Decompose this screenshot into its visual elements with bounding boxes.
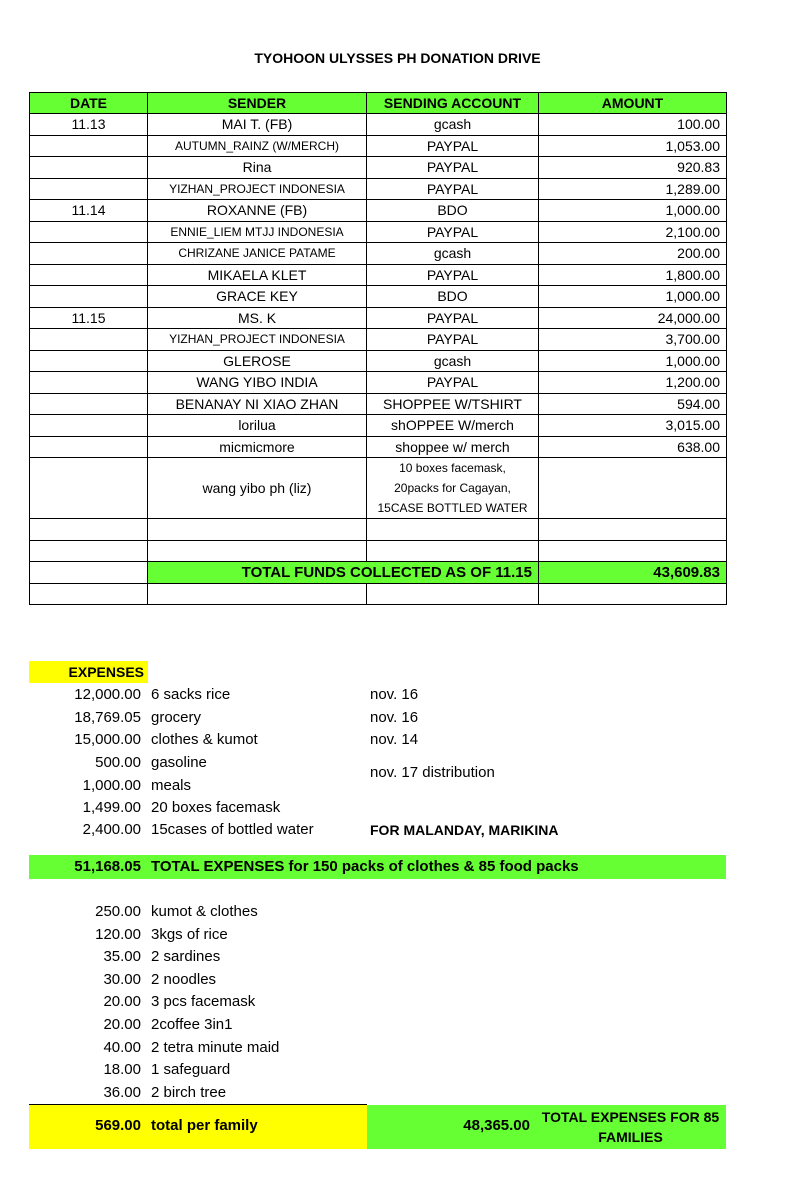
- header-date: DATE: [30, 93, 148, 114]
- empty-row: [30, 583, 727, 605]
- family-item-amount: 20.00: [103, 993, 141, 1011]
- account-cell: gcash: [367, 350, 539, 372]
- expense-item: 6 sacks rice: [151, 686, 231, 703]
- amount-cell: 1,289.00: [539, 178, 727, 200]
- table-row: [30, 200, 727, 222]
- sender-cell: ROXANNE (FB): [148, 200, 367, 222]
- account-cell: gcash: [367, 114, 539, 136]
- distribution-note: nov. 17 distribution: [370, 764, 495, 781]
- table-row: [30, 178, 727, 200]
- expense-amount: 15,000.00: [74, 731, 141, 748]
- expense-amount: 500.00: [95, 754, 141, 771]
- family-item-name: 3 pcs facemask: [151, 993, 256, 1011]
- account-cell: PAYPAL: [367, 135, 539, 157]
- family-item-amount: 35.00: [103, 948, 141, 966]
- sender-cell: ENNIE_LIEM MTJJ INDONESIA: [148, 221, 367, 243]
- empty-cell: [367, 540, 539, 562]
- sender-cell: YIZHAN_PROJECT INDONESIA: [148, 178, 367, 200]
- family-item-name: 2 birch tree: [151, 1083, 227, 1101]
- amount-cell: 2,100.00: [539, 221, 727, 243]
- family-item-amount: 40.00: [103, 1038, 141, 1056]
- date-cell: [30, 436, 148, 458]
- total-funds-row: [30, 562, 727, 584]
- date-cell: 11.15: [30, 307, 148, 329]
- sender-cell: AUTUMN_RAINZ (W/MERCH): [148, 135, 367, 157]
- table-row: [30, 350, 727, 372]
- families-total-label: [539, 1107, 722, 1147]
- expense-date: nov. 14: [370, 731, 419, 748]
- sender-cell: MIKAELA KLET: [148, 264, 367, 286]
- table-row: [30, 436, 727, 458]
- expense-item: meals: [151, 777, 192, 794]
- expense-date: nov. 16: [370, 709, 419, 726]
- per-family-total: [29, 1105, 367, 1149]
- empty-cell: [539, 519, 727, 541]
- family-item-amount: 30.00: [103, 970, 141, 988]
- amount-cell: 3,015.00: [539, 415, 727, 437]
- amount-cell: 1,000.00: [539, 350, 727, 372]
- sender-cell: MS. K: [148, 307, 367, 329]
- expense-amount: 18,769.05: [74, 709, 141, 726]
- amount-cell: 1,000.00: [539, 286, 727, 308]
- header-sender: SENDER: [148, 93, 367, 114]
- total-expenses-amount: 51,168.05: [74, 858, 141, 875]
- sender-cell: MAI T. (FB): [148, 114, 367, 136]
- account-cell: PAYPAL: [367, 221, 539, 243]
- sender-cell: lorilua: [148, 415, 367, 437]
- account-cell: PAYPAL: [367, 329, 539, 351]
- table-row: [30, 243, 727, 265]
- empty-cell: [148, 519, 367, 541]
- table-row: [30, 221, 727, 243]
- expense-date: nov. 16: [370, 686, 419, 703]
- empty-row: [30, 519, 727, 541]
- expense-item: 20 boxes facemask: [151, 799, 281, 816]
- amount-cell: 1,000.00: [539, 200, 727, 222]
- expense-item: clothes & kumot: [151, 731, 258, 748]
- table-row: [30, 307, 727, 329]
- sender-cell: BENANAY NI XIAO ZHAN: [148, 393, 367, 415]
- empty-cell: [539, 583, 727, 605]
- header-amount: AMOUNT: [539, 93, 727, 114]
- donations-body: [30, 114, 727, 605]
- total-expenses-label: TOTAL EXPENSES for 150 packs of clothes & 85 food packs: [151, 858, 579, 875]
- table-row: [30, 114, 727, 136]
- sender-cell: GLEROSE: [148, 350, 367, 372]
- empty-cell: [539, 540, 727, 562]
- account-cell: gcash: [367, 243, 539, 265]
- inkind-details-cell: [367, 458, 539, 519]
- expense-item: gasoline: [151, 754, 207, 771]
- families-total-label-line2: FAMILIES: [598, 1129, 663, 1145]
- family-item-name: 2 sardines: [151, 948, 221, 966]
- date-cell: [30, 264, 148, 286]
- empty-cell: [30, 583, 148, 605]
- date-cell: [30, 286, 148, 308]
- expense-amount: 1,499.00: [82, 799, 141, 816]
- amount-cell: 638.00: [539, 436, 727, 458]
- family-item-amount: 36.00: [103, 1083, 141, 1101]
- amount-cell: 594.00: [539, 393, 727, 415]
- date-cell: [30, 415, 148, 437]
- account-cell: BDO: [367, 200, 539, 222]
- amount-cell: 1,200.00: [539, 372, 727, 394]
- empty-cell: [30, 519, 148, 541]
- inkind-detail-line: 20packs for Cagayan,: [394, 481, 511, 495]
- total-funds-label: TOTAL FUNDS COLLECTED AS OF 11.15: [148, 562, 539, 584]
- empty-cell: [30, 562, 148, 584]
- date-cell: [30, 135, 148, 157]
- expense-item: grocery: [151, 709, 202, 726]
- family-item-name: 2 tetra minute maid: [151, 1038, 280, 1056]
- empty-cell: [30, 540, 148, 562]
- table-row: [30, 264, 727, 286]
- sender-cell: GRACE KEY: [148, 286, 367, 308]
- family-item-amount: 250.00: [95, 903, 141, 920]
- empty-cell: [367, 519, 539, 541]
- amount-cell: 100.00: [539, 114, 727, 136]
- family-item-amount: 120.00: [95, 925, 141, 943]
- family-item-name: 2coffee 3in1: [151, 1016, 233, 1033]
- date-cell: [30, 221, 148, 243]
- account-cell: PAYPAL: [367, 307, 539, 329]
- total-expenses-bar: [29, 855, 726, 879]
- expense-amount: 2,400.00: [82, 821, 141, 838]
- date-cell: 11.14: [30, 200, 148, 222]
- date-cell: [30, 157, 148, 179]
- account-cell: shOPPEE W/merch: [367, 415, 539, 437]
- date-cell: [30, 350, 148, 372]
- sender-cell: wang yibo ph (liz): [148, 458, 367, 519]
- account-cell: SHOPPEE W/TSHIRT: [367, 393, 539, 415]
- table-row: [30, 157, 727, 179]
- document-title: TYOHOON ULYSSES PH DONATION DRIVE: [254, 50, 541, 66]
- total-funds-amount: 43,609.83: [539, 562, 727, 584]
- date-cell: [30, 372, 148, 394]
- family-item-amount: 20.00: [103, 1016, 141, 1033]
- table-row: [30, 415, 727, 437]
- table-header-row: [30, 93, 727, 114]
- location-note: FOR MALANDAY, MARIKINA: [370, 822, 559, 838]
- account-cell: PAYPAL: [367, 264, 539, 286]
- date-cell: [30, 243, 148, 265]
- date-cell: 11.13: [30, 114, 148, 136]
- per-family-total-label: total per family: [151, 1117, 258, 1134]
- families-total: [367, 1105, 726, 1149]
- header-account: SENDING ACCOUNT: [367, 93, 539, 114]
- expenses-label: EXPENSES: [29, 661, 148, 683]
- family-item-name: 2 noodles: [151, 970, 217, 988]
- account-cell: PAYPAL: [367, 157, 539, 179]
- sender-cell: CHRIZANE JANICE PATAME: [148, 243, 367, 265]
- family-item-name: 3kgs of rice: [151, 925, 228, 943]
- amount-cell: 1,053.00: [539, 135, 727, 157]
- family-item-name: 1 safeguard: [151, 1061, 231, 1079]
- family-item-name: kumot & clothes: [151, 903, 258, 920]
- table-row: [30, 135, 727, 157]
- account-cell: PAYPAL: [367, 372, 539, 394]
- sender-cell: WANG YIBO INDIA: [148, 372, 367, 394]
- account-cell: PAYPAL: [367, 178, 539, 200]
- expense-item: 15cases of bottled water: [151, 821, 314, 838]
- account-cell: BDO: [367, 286, 539, 308]
- amount-cell: 920.83: [539, 157, 727, 179]
- table-row: [30, 329, 727, 351]
- empty-row: [30, 540, 727, 562]
- table-row: [30, 286, 727, 308]
- date-cell: [30, 393, 148, 415]
- families-total-amount: 48,365.00: [463, 1117, 530, 1134]
- families-total-label-line1: TOTAL EXPENSES FOR 85: [541, 1109, 720, 1125]
- donations-table: [29, 92, 727, 605]
- inkind-row: [30, 458, 727, 519]
- family-item-amount: 18.00: [103, 1061, 141, 1079]
- amount-cell: 1,800.00: [539, 264, 727, 286]
- amount-cell: 200.00: [539, 243, 727, 265]
- amount-cell: 3,700.00: [539, 329, 727, 351]
- date-cell: [30, 178, 148, 200]
- expense-amount: 1,000.00: [82, 777, 141, 794]
- table-row: [30, 372, 727, 394]
- empty-cell: [148, 540, 367, 562]
- table-row: [30, 393, 727, 415]
- amount-cell: [539, 458, 727, 519]
- sender-cell: micmicmore: [148, 436, 367, 458]
- date-cell: [30, 458, 148, 519]
- per-family-total-amount: 569.00: [95, 1117, 141, 1134]
- expense-amount: 12,000.00: [74, 686, 141, 703]
- inkind-detail-line: 15CASE BOTTLED WATER: [377, 501, 528, 515]
- empty-cell: [148, 583, 367, 605]
- amount-cell: 24,000.00: [539, 307, 727, 329]
- account-cell: shoppee w/ merch: [367, 436, 539, 458]
- sender-cell: Rina: [148, 157, 367, 179]
- empty-cell: [367, 583, 539, 605]
- date-cell: [30, 329, 148, 351]
- sender-cell: YIZHAN_PROJECT INDONESIA: [148, 329, 367, 351]
- inkind-detail-line: 10 boxes facemask,: [399, 461, 506, 475]
